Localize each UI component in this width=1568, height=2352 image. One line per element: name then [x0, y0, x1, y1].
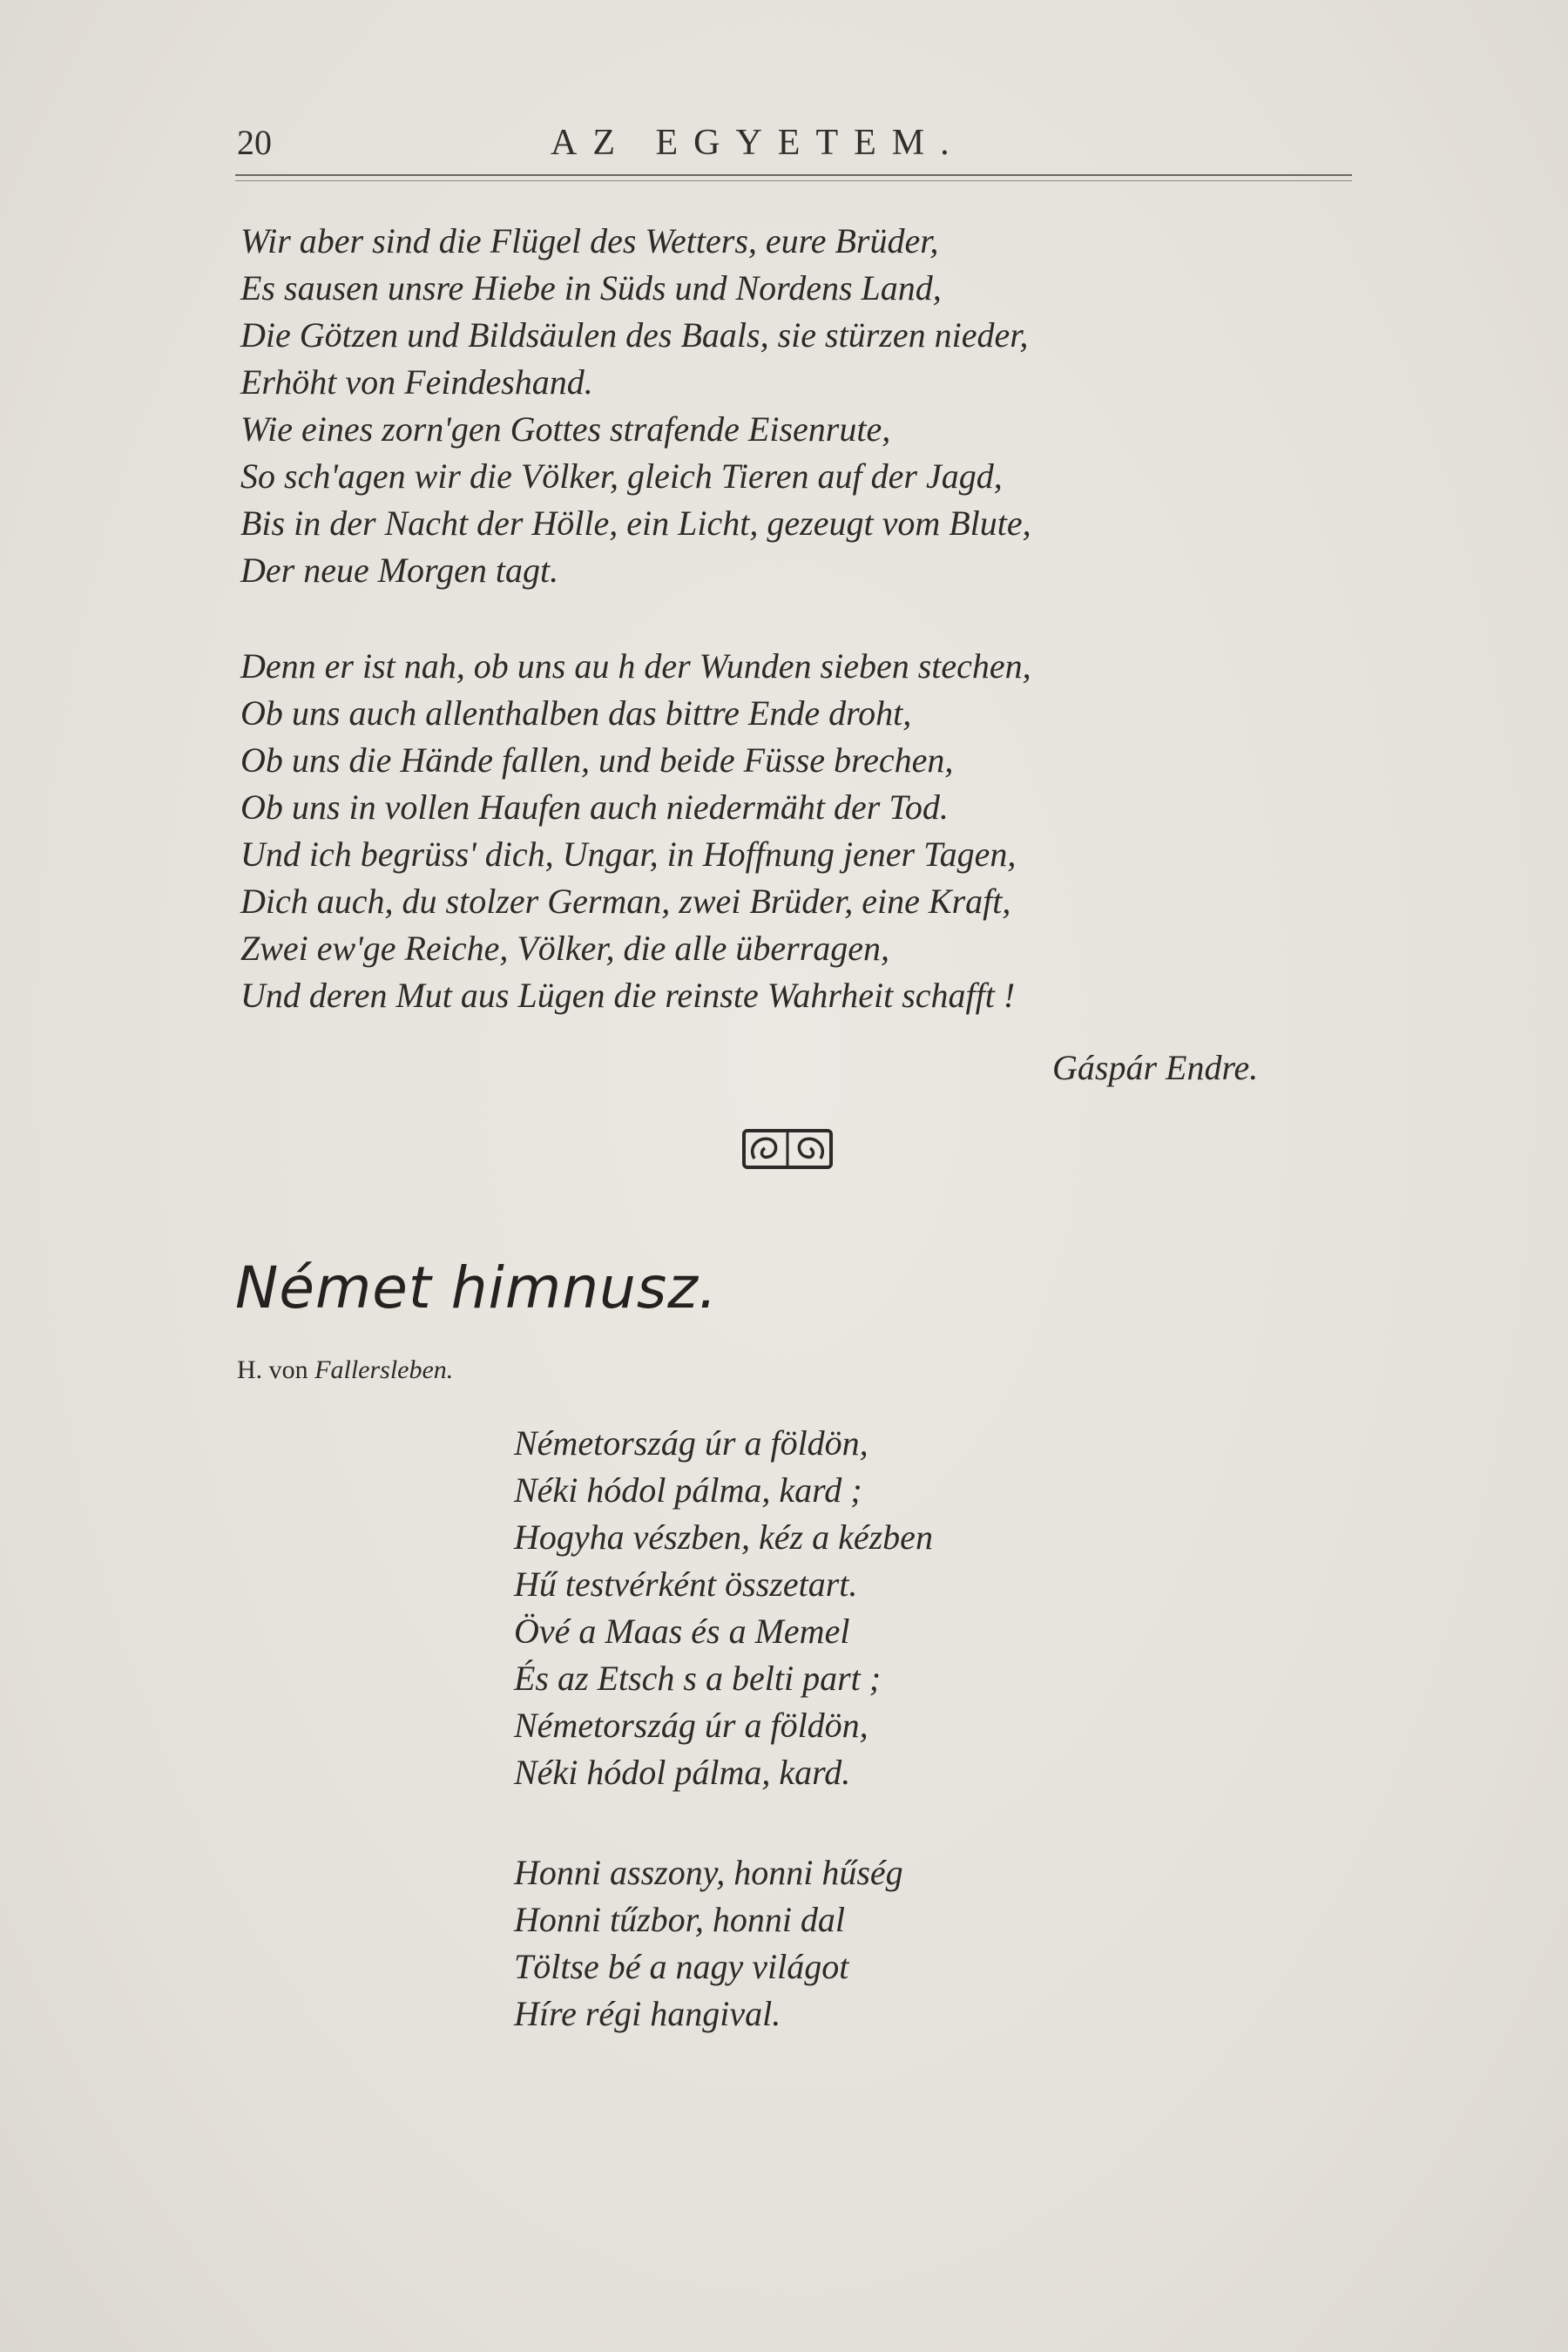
verse-line: Dich auch, du stolzer German, zwei Brüder, eine Kraft,: [240, 882, 1011, 921]
author-name: Fallersleben.: [314, 1355, 454, 1384]
running-title: AZ EGYETEM.: [551, 123, 965, 163]
verse-line: És az Etsch s a belti part ;: [514, 1659, 882, 1698]
verse-line: Néki hódol pálma, kard.: [514, 1753, 851, 1792]
verse-line: Töltse bé a nagy világot: [514, 1947, 849, 1986]
verse-line: Ob uns in vollen Haufen auch niedermäht der Tod.: [240, 787, 949, 827]
anthem-stanza-1: [514, 1420, 933, 1796]
verse-line: Die Götzen und Bildsäulen des Baals, sie stürzen nieder,: [240, 315, 1029, 355]
header-rule: [235, 174, 1352, 181]
verse-line: Und ich begrüss' dich, Ungar, in Hoffnung jener Tagen,: [240, 835, 1017, 874]
anthem-author: [237, 1355, 453, 1385]
author-initial: H. von: [237, 1355, 308, 1384]
verse-line: Honni tűzbor, honni dal: [514, 1900, 846, 1939]
verse-line: Bis in der Nacht der Hölle, ein Licht, gezeugt vom Blute,: [240, 504, 1031, 543]
verse-line: Denn er ist nah, ob uns au h der Wunden sieben stechen,: [240, 646, 1031, 686]
verse-line: Wir aber sind die Flügel des Wetters, eure Brüder,: [240, 221, 939, 260]
verse-line: Néki hódol pálma, kard ;: [514, 1470, 862, 1510]
verse-line: Németország úr a földön,: [514, 1706, 868, 1745]
poem-signature: Gáspár Endre.: [1052, 1048, 1259, 1087]
verse-line: Zwei ew'ge Reiche, Völker, die alle überragen,: [240, 929, 890, 968]
anthem-stanza-2: [514, 1849, 903, 2038]
verse-line: Híre régi hangival.: [514, 1994, 781, 2033]
verse-line: Hű testvérként összetart.: [514, 1565, 858, 1604]
verse-line: Hogyha vészben, kéz a kézben: [514, 1517, 933, 1557]
verse-line: Der neue Morgen tagt.: [240, 551, 559, 590]
verse-line: Ob uns die Hände fallen, und beide Füsse brechen,: [240, 740, 954, 780]
verse-line: Övé a Maas és a Memel: [514, 1612, 850, 1651]
verse-line: So sch'agen wir die Völker, gleich Tieren auf der Jagd,: [240, 456, 1003, 496]
page-number: 20: [237, 123, 272, 162]
anthem-title: Német himnusz.: [235, 1254, 718, 1321]
verse-line: Wie eines zorn'gen Gottes strafende Eisenrute,: [240, 409, 891, 449]
german-poem-stanza-1: [240, 218, 1031, 594]
page-header: [237, 122, 1352, 174]
german-poem-stanza-2: [240, 643, 1031, 1019]
verse-line: Es sausen unsre Hiebe in Süds und Nordens Land,: [240, 268, 942, 308]
verse-line: Ob uns auch allenthalben das bittre Ende droht,: [240, 693, 912, 733]
verse-line: Honni asszony, honni hűség: [514, 1853, 903, 1892]
verse-line: Erhöht von Feindeshand.: [240, 362, 593, 402]
verse-line: Németország úr a földön,: [514, 1423, 868, 1463]
verse-line: Und deren Mut aus Lügen die reinste Wahrheit schafft !: [240, 976, 1016, 1015]
decorative-ornament-icon: [742, 1127, 833, 1171]
